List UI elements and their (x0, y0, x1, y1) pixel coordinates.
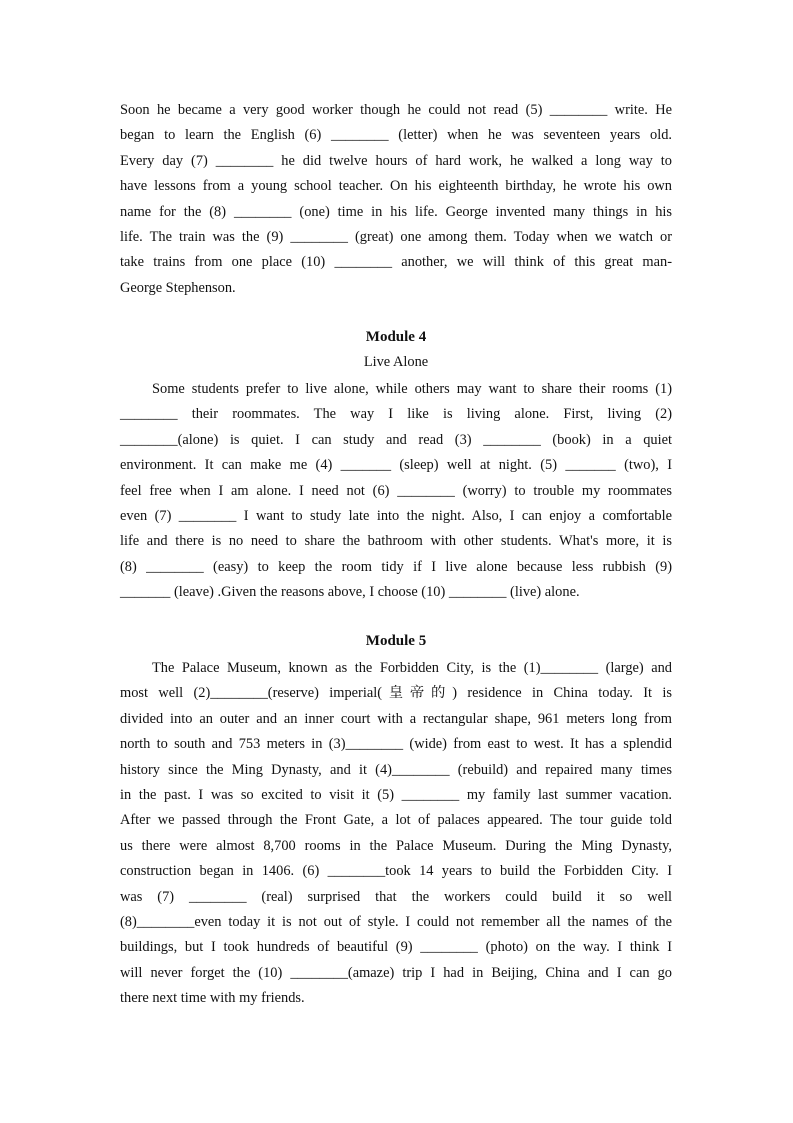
text-line: us there were almost 8,700 rooms in the Palace Museum. During the Ming Dynasty, (120, 837, 672, 854)
text-line: name for the (8) ________ (one) time in his life. George invented many things in his (120, 203, 672, 220)
text-line: After we passed through the Front Gate, a lot of palaces appeared. The tour guide told (120, 812, 672, 829)
module4-title: Live Alone (363, 354, 429, 370)
text-line: even (7) ________ I want to study late into the night. Also, I can enjoy a comfortable (120, 507, 672, 524)
text-line: George Stephenson. (120, 279, 236, 296)
text-line: buildings, but I took hundreds of beautiful (9) ________ (photo) on the way. I think I (120, 939, 672, 956)
module4-paragraph (120, 377, 672, 606)
text-line: (8)________even today it is not out of style. I could not remember all the names of the (120, 913, 672, 930)
text-line: _______ (leave) .Given the reasons above, I choose (10) ________ (live) alone. (120, 584, 580, 601)
text-line: Every day (7) ________ he did twelve hours of hard work, he walked a long way to (120, 152, 672, 169)
text-line: life and there is no need to share the bathroom with other students. What's more, it is (120, 533, 672, 550)
text-line: construction began in 1406. (6) ________took 14 years to build the Forbidden City. I (120, 863, 672, 880)
text-line: (8) ________ (easy) to keep the room tidy if I live alone because less rubbish (9) (120, 558, 672, 575)
module4-heading: Module 4 (365, 329, 427, 345)
text-line: history since the Ming Dynasty, and it (4)________ (rebuild) and repaired many times (120, 761, 672, 778)
text-line: began to learn the English (6) ________ (letter) when he was seventeen years old. (120, 127, 672, 144)
text-line: ________ their roommates. The way I like is living alone. First, living (2) (120, 406, 672, 423)
text-line: Some students prefer to live alone, while others may want to share their rooms (1) (152, 381, 672, 397)
text-line: will never forget the (10) ________(amaze) trip I had in Beijing, China and I can go (120, 964, 672, 981)
text-line: life. The train was the (9) ________ (great) one among them. Today when we watch or (120, 228, 672, 245)
text-line: take trains from one place (10) ________ another, we will think of this great man- (120, 254, 672, 271)
text-line: most well (2)________(reserve) imperial(皇帝的) residence in China today. It is (120, 685, 672, 702)
story-paragraph (120, 98, 672, 301)
text-line: north to south and 753 meters in (3)________ (wide) from east to west. It has a splendid (120, 736, 672, 753)
module5-paragraph (120, 656, 672, 1011)
text-line: have lessons from a young school teacher. On his eighteenth birthday, he wrote his own (120, 178, 672, 195)
text-line: The Palace Museum, known as the Forbidden City, is the (1)________ (large) and (152, 660, 672, 676)
module5-heading: Module 5 (365, 633, 427, 649)
text-line: feel free when I am alone. I need not (6) ________ (worry) to trouble my roommates (120, 482, 672, 499)
text-line: Soon he became a very good worker though he could not read (5) ________ write. He (120, 102, 672, 118)
text-line: there next time with my friends. (120, 990, 305, 1007)
text-line: ________(alone) is quiet. I can study and read (3) ________ (book) in a quiet (120, 431, 672, 448)
text-line: divided into an outer and an inner court with a rectangular shape, 961 meters long from (120, 710, 672, 727)
text-line: was (7) ________ (real) surprised that the workers could build it so well (120, 888, 672, 905)
text-line: environment. It can make me (4) _______ (sleep) well at night. (5) _______ (two), I (120, 457, 672, 474)
text-line: in the past. I was so excited to visit it (5) ________ my family last summer vacation. (120, 786, 672, 803)
